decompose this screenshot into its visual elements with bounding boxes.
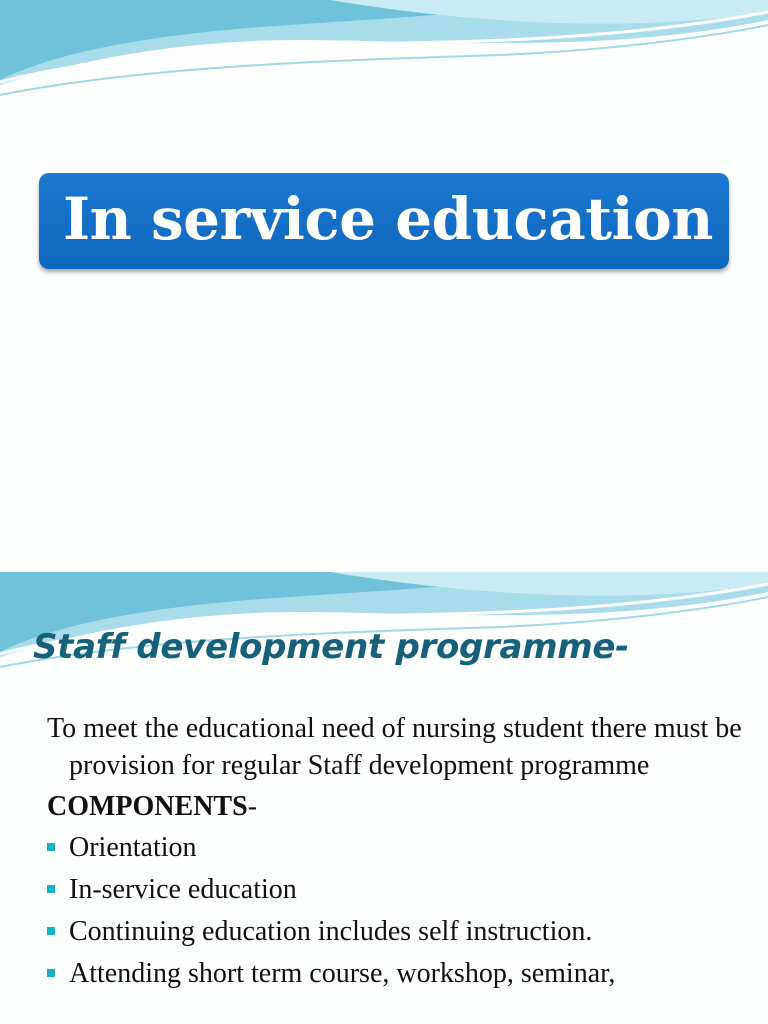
list-item-text: In-service education xyxy=(69,874,297,905)
square-bullet-icon xyxy=(47,843,55,851)
decorative-wave-header xyxy=(0,0,768,110)
components-list xyxy=(47,829,747,992)
square-bullet-icon xyxy=(47,927,55,935)
components-label: COMPONENTS xyxy=(47,791,248,822)
components-suffix: - xyxy=(247,791,258,822)
slide-title: In service education xyxy=(63,185,713,253)
title-box xyxy=(39,173,729,269)
square-bullet-icon xyxy=(47,885,55,893)
list-item-text: Attending short term course, workshop, seminar, xyxy=(69,958,616,989)
slide-heading: Staff development programme- xyxy=(33,627,629,667)
list-item xyxy=(47,829,747,866)
list-item-text: Continuing education includes self instruction. xyxy=(69,916,593,947)
list-item xyxy=(47,871,747,908)
square-bullet-icon xyxy=(47,969,55,977)
slide-2 xyxy=(0,572,768,1024)
list-item xyxy=(47,955,747,992)
slide-body xyxy=(47,710,747,997)
intro-paragraph: To meet the educational need of nursing student there must be provision for regular Staff development programme xyxy=(47,713,742,781)
list-item-text: Orientation xyxy=(69,832,197,863)
slide-separator xyxy=(0,560,768,572)
list-item xyxy=(47,913,747,950)
components-heading xyxy=(47,788,747,825)
